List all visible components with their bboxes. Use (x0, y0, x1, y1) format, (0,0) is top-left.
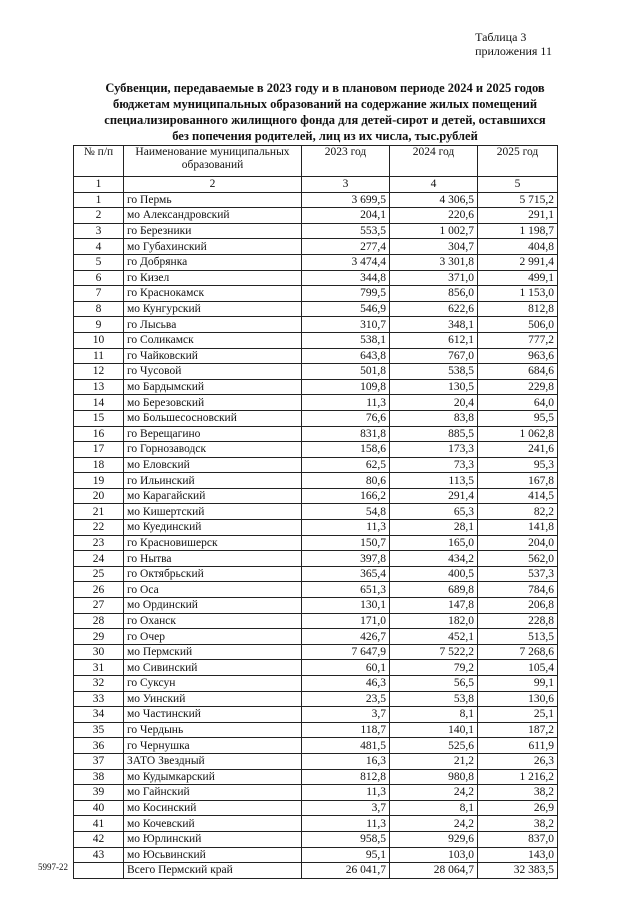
municipality-name: ЗАТО Звездный (124, 753, 302, 769)
value-2024: 1 002,7 (390, 223, 478, 239)
value-2023: 3 699,5 (302, 192, 390, 208)
table-row (74, 769, 558, 785)
value-2023: 109,8 (302, 379, 390, 395)
municipality-name: мо Кишертский (124, 504, 302, 520)
header-2025: 2025 год (478, 146, 558, 177)
value-2023: 95,1 (302, 847, 390, 863)
value-2025: 64,0 (478, 395, 558, 411)
value-2024: 885,5 (390, 426, 478, 442)
municipality-name: мо Юрлинский (124, 831, 302, 847)
row-index: 34 (74, 707, 124, 723)
document-title (80, 80, 570, 144)
value-2023: 3,7 (302, 707, 390, 723)
table-row (74, 644, 558, 660)
row-index: 32 (74, 676, 124, 692)
value-2024: 103,0 (390, 847, 478, 863)
municipality-name: мо Сивинский (124, 660, 302, 676)
value-2025: 506,0 (478, 317, 558, 333)
value-2024: 400,5 (390, 566, 478, 582)
value-2025: 2 991,4 (478, 254, 558, 270)
value-2023: 54,8 (302, 504, 390, 520)
value-2023: 23,5 (302, 691, 390, 707)
value-2023: 365,4 (302, 566, 390, 582)
value-2025: 105,4 (478, 660, 558, 676)
table-row (74, 520, 558, 536)
table-row (74, 582, 558, 598)
value-2023: 553,5 (302, 223, 390, 239)
header-2024: 2024 год (390, 146, 478, 177)
value-2025: 777,2 (478, 332, 558, 348)
value-2024: 7 522,2 (390, 644, 478, 660)
row-index: 42 (74, 831, 124, 847)
row-index: 43 (74, 847, 124, 863)
municipality-name: го Ильинский (124, 473, 302, 489)
value-2025: 229,8 (478, 379, 558, 395)
value-2025: 513,5 (478, 629, 558, 645)
value-2024: 20,4 (390, 395, 478, 411)
row-index: 23 (74, 535, 124, 551)
municipality-name: го Добрянка (124, 254, 302, 270)
value-2025: 167,8 (478, 473, 558, 489)
value-2023: 643,8 (302, 348, 390, 364)
value-2025: 95,3 (478, 457, 558, 473)
value-2023: 11,3 (302, 785, 390, 801)
value-2024: 53,8 (390, 691, 478, 707)
value-2025: 1 153,0 (478, 286, 558, 302)
table-row (74, 613, 558, 629)
table-row (74, 395, 558, 411)
value-2025: 499,1 (478, 270, 558, 286)
municipality-name: го Лысьва (124, 317, 302, 333)
row-index: 4 (74, 239, 124, 255)
municipality-name: мо Ординский (124, 598, 302, 614)
value-2025: 837,0 (478, 831, 558, 847)
municipality-name: мо Частинский (124, 707, 302, 723)
header-number: № п/п (74, 146, 124, 177)
value-2023: 538,1 (302, 332, 390, 348)
value-2025: 82,2 (478, 504, 558, 520)
table-row (74, 270, 558, 286)
value-2023: 80,6 (302, 473, 390, 489)
municipality-name: мо Большесосновский (124, 410, 302, 426)
value-2023: 46,3 (302, 676, 390, 692)
row-index: 22 (74, 520, 124, 536)
table-row (74, 410, 558, 426)
value-2024: 21,2 (390, 753, 478, 769)
value-2024: 79,2 (390, 660, 478, 676)
value-2024: 452,1 (390, 629, 478, 645)
municipality-name: го Кизел (124, 270, 302, 286)
municipality-name: мо Куединский (124, 520, 302, 536)
header-2023: 2023 год (302, 146, 390, 177)
row-index: 30 (74, 644, 124, 660)
municipality-name: мо Александровский (124, 208, 302, 224)
value-2025: 1 216,2 (478, 769, 558, 785)
header-row (74, 146, 558, 177)
value-2025: 611,9 (478, 738, 558, 754)
municipality-name: го Чайковский (124, 348, 302, 364)
table-row (74, 722, 558, 738)
value-2025: 25,1 (478, 707, 558, 723)
value-2024: 304,7 (390, 239, 478, 255)
table-row (74, 738, 558, 754)
municipality-name: мо Уинский (124, 691, 302, 707)
value-2025: 206,8 (478, 598, 558, 614)
municipality-name: мо Еловский (124, 457, 302, 473)
row-index: 1 (74, 192, 124, 208)
table-row (74, 707, 558, 723)
value-2025: 26,3 (478, 753, 558, 769)
value-2024: 622,6 (390, 301, 478, 317)
value-2024: 182,0 (390, 613, 478, 629)
value-2023: 812,8 (302, 769, 390, 785)
value-2024: 73,3 (390, 457, 478, 473)
value-2023: 799,5 (302, 286, 390, 302)
municipality-name: мо Гайнский (124, 785, 302, 801)
municipality-name: мо Кудымкарский (124, 769, 302, 785)
municipality-name: го Чусовой (124, 364, 302, 380)
value-2025: 562,0 (478, 551, 558, 567)
table-body (74, 192, 558, 863)
table-row (74, 426, 558, 442)
value-2025: 963,6 (478, 348, 558, 364)
table-row (74, 831, 558, 847)
value-2024: 538,5 (390, 364, 478, 380)
municipality-name: го Нытва (124, 551, 302, 567)
municipality-name: го Чернушка (124, 738, 302, 754)
value-2024: 371,0 (390, 270, 478, 286)
table-row (74, 800, 558, 816)
value-2024: 24,2 (390, 816, 478, 832)
value-2025: 784,6 (478, 582, 558, 598)
value-2023: 60,1 (302, 660, 390, 676)
value-2025: 143,0 (478, 847, 558, 863)
table-row (74, 488, 558, 504)
value-2025: 684,6 (478, 364, 558, 380)
row-index: 16 (74, 426, 124, 442)
value-2025: 228,8 (478, 613, 558, 629)
value-2025: 38,2 (478, 785, 558, 801)
value-2025: 241,6 (478, 442, 558, 458)
table-row (74, 629, 558, 645)
value-2024: 689,8 (390, 582, 478, 598)
table-row (74, 286, 558, 302)
table-row (74, 223, 558, 239)
municipality-name: го Краснокамск (124, 286, 302, 302)
value-2023: 16,3 (302, 753, 390, 769)
municipality-name: мо Пермский (124, 644, 302, 660)
value-2023: 501,8 (302, 364, 390, 380)
column-number: 1 (74, 177, 124, 193)
title-line: Субвенции, передаваемые в 2023 году и в плановом периоде 2024 и 2025 годов (105, 81, 545, 95)
value-2025: 1 062,8 (478, 426, 558, 442)
row-index: 39 (74, 785, 124, 801)
row-index: 15 (74, 410, 124, 426)
table-row (74, 691, 558, 707)
value-2023: 481,5 (302, 738, 390, 754)
table-row (74, 192, 558, 208)
table-row (74, 660, 558, 676)
row-index: 9 (74, 317, 124, 333)
table-row (74, 332, 558, 348)
municipality-name: го Суксун (124, 676, 302, 692)
value-2024: 56,5 (390, 676, 478, 692)
value-2023: 3 474,4 (302, 254, 390, 270)
value-2025: 404,8 (478, 239, 558, 255)
value-2025: 7 268,6 (478, 644, 558, 660)
table-row (74, 551, 558, 567)
municipality-name: го Чердынь (124, 722, 302, 738)
row-index: 28 (74, 613, 124, 629)
table-row (74, 348, 558, 364)
table-row (74, 457, 558, 473)
row-index: 12 (74, 364, 124, 380)
value-2023: 344,8 (302, 270, 390, 286)
table-number: Таблица 3 (475, 30, 527, 44)
municipality-name: мо Косинский (124, 800, 302, 816)
table-row (74, 816, 558, 832)
value-2024: 980,8 (390, 769, 478, 785)
value-2024: 856,0 (390, 286, 478, 302)
table-row (74, 239, 558, 255)
header-municipality: Наименование муниципальных образований (124, 146, 302, 177)
row-index: 26 (74, 582, 124, 598)
table-row (74, 535, 558, 551)
value-2025: 5 715,2 (478, 192, 558, 208)
column-number: 5 (478, 177, 558, 193)
value-2024: 767,0 (390, 348, 478, 364)
value-2024: 130,5 (390, 379, 478, 395)
table-row (74, 785, 558, 801)
value-2024: 348,1 (390, 317, 478, 333)
value-2025: 291,1 (478, 208, 558, 224)
municipality-name: мо Кунгурский (124, 301, 302, 317)
value-2024: 8,1 (390, 800, 478, 816)
municipality-name: го Очер (124, 629, 302, 645)
value-2023: 76,6 (302, 410, 390, 426)
row-index: 11 (74, 348, 124, 364)
value-2023: 130,1 (302, 598, 390, 614)
municipality-name: го Верещагино (124, 426, 302, 442)
value-2024: 24,2 (390, 785, 478, 801)
value-2023: 118,7 (302, 722, 390, 738)
row-index: 27 (74, 598, 124, 614)
title-line: без попечения родителей, лиц из их числа, тыс.рублей (172, 129, 478, 143)
value-2025: 141,8 (478, 520, 558, 536)
row-index: 20 (74, 488, 124, 504)
value-2024: 65,3 (390, 504, 478, 520)
value-2024: 8,1 (390, 707, 478, 723)
municipality-name: го Березники (124, 223, 302, 239)
value-2023: 3,7 (302, 800, 390, 816)
table-row (74, 847, 558, 863)
value-2025: 130,6 (478, 691, 558, 707)
table-row (74, 254, 558, 270)
value-2023: 7 647,9 (302, 644, 390, 660)
value-2023: 166,2 (302, 488, 390, 504)
value-2023: 310,7 (302, 317, 390, 333)
value-2023: 11,3 (302, 395, 390, 411)
municipality-name: го Октябрьский (124, 566, 302, 582)
row-index: 37 (74, 753, 124, 769)
value-2024: 83,8 (390, 410, 478, 426)
table-row (74, 364, 558, 380)
value-2024: 220,6 (390, 208, 478, 224)
value-2025: 1 198,7 (478, 223, 558, 239)
row-index: 29 (74, 629, 124, 645)
municipality-name: го Пермь (124, 192, 302, 208)
value-2023: 958,5 (302, 831, 390, 847)
value-2024: 291,4 (390, 488, 478, 504)
municipality-name: мо Кочевский (124, 816, 302, 832)
value-2024: 28,1 (390, 520, 478, 536)
municipality-name: го Соликамск (124, 332, 302, 348)
value-2025: 812,8 (478, 301, 558, 317)
row-index: 6 (74, 270, 124, 286)
row-index: 7 (74, 286, 124, 302)
table-row (74, 301, 558, 317)
municipality-name: го Оханск (124, 613, 302, 629)
value-2024: 4 306,5 (390, 192, 478, 208)
value-2023: 62,5 (302, 457, 390, 473)
municipality-name: го Красновишерск (124, 535, 302, 551)
row-index: 33 (74, 691, 124, 707)
value-2025: 414,5 (478, 488, 558, 504)
value-2025: 537,3 (478, 566, 558, 582)
row-index: 40 (74, 800, 124, 816)
row-index: 14 (74, 395, 124, 411)
subventions-table (73, 145, 558, 879)
municipality-name: го Горнозаводск (124, 442, 302, 458)
row-index: 19 (74, 473, 124, 489)
value-2023: 204,1 (302, 208, 390, 224)
municipality-name: мо Карагайский (124, 488, 302, 504)
total-index (74, 863, 124, 879)
table-row (74, 676, 558, 692)
table-reference (475, 30, 552, 58)
column-number-row (74, 177, 558, 193)
total-2023: 26 041,7 (302, 863, 390, 879)
table-row (74, 504, 558, 520)
value-2024: 165,0 (390, 535, 478, 551)
table-row (74, 317, 558, 333)
row-index: 5 (74, 254, 124, 270)
value-2024: 434,2 (390, 551, 478, 567)
value-2023: 158,6 (302, 442, 390, 458)
municipality-name: мо Бардымский (124, 379, 302, 395)
row-index: 21 (74, 504, 124, 520)
value-2023: 546,9 (302, 301, 390, 317)
appendix-number: приложения 11 (475, 44, 552, 58)
row-index: 8 (74, 301, 124, 317)
column-number: 4 (390, 177, 478, 193)
value-2024: 612,1 (390, 332, 478, 348)
table-row (74, 473, 558, 489)
value-2023: 171,0 (302, 613, 390, 629)
column-number: 3 (302, 177, 390, 193)
column-number: 2 (124, 177, 302, 193)
row-index: 38 (74, 769, 124, 785)
value-2023: 150,7 (302, 535, 390, 551)
table-row (74, 753, 558, 769)
row-index: 36 (74, 738, 124, 754)
municipality-name: мо Юсьвинский (124, 847, 302, 863)
total-2024: 28 064,7 (390, 863, 478, 879)
value-2023: 397,8 (302, 551, 390, 567)
table-row (74, 208, 558, 224)
row-index: 41 (74, 816, 124, 832)
row-index: 17 (74, 442, 124, 458)
value-2024: 173,3 (390, 442, 478, 458)
value-2023: 11,3 (302, 520, 390, 536)
municipality-name: мо Березовский (124, 395, 302, 411)
value-2024: 147,8 (390, 598, 478, 614)
total-row (74, 863, 558, 879)
row-index: 25 (74, 566, 124, 582)
value-2023: 277,4 (302, 239, 390, 255)
value-2023: 11,3 (302, 816, 390, 832)
value-2024: 140,1 (390, 722, 478, 738)
total-label: Всего Пермский край (124, 863, 302, 879)
value-2024: 3 301,8 (390, 254, 478, 270)
value-2024: 113,5 (390, 473, 478, 489)
value-2023: 651,3 (302, 582, 390, 598)
value-2024: 525,6 (390, 738, 478, 754)
table-row (74, 442, 558, 458)
value-2025: 26,9 (478, 800, 558, 816)
table-row (74, 598, 558, 614)
row-index: 13 (74, 379, 124, 395)
municipality-name: го Оса (124, 582, 302, 598)
row-index: 24 (74, 551, 124, 567)
table-row (74, 566, 558, 582)
value-2025: 99,1 (478, 676, 558, 692)
row-index: 31 (74, 660, 124, 676)
title-line: специализированного жилищного фонда для детей-сирот и детей, оставшихся (104, 113, 546, 127)
value-2024: 929,6 (390, 831, 478, 847)
total-2025: 32 383,5 (478, 863, 558, 879)
value-2025: 187,2 (478, 722, 558, 738)
document-code: 5997-22 (38, 862, 68, 872)
row-index: 35 (74, 722, 124, 738)
value-2025: 204,0 (478, 535, 558, 551)
table-row (74, 379, 558, 395)
row-index: 18 (74, 457, 124, 473)
value-2025: 95,5 (478, 410, 558, 426)
value-2025: 38,2 (478, 816, 558, 832)
value-2023: 831,8 (302, 426, 390, 442)
value-2023: 426,7 (302, 629, 390, 645)
title-line: бюджетам муниципальных образований на содержание жилых помещений (112, 97, 538, 111)
row-index: 3 (74, 223, 124, 239)
row-index: 2 (74, 208, 124, 224)
municipality-name: мо Губахинский (124, 239, 302, 255)
row-index: 10 (74, 332, 124, 348)
